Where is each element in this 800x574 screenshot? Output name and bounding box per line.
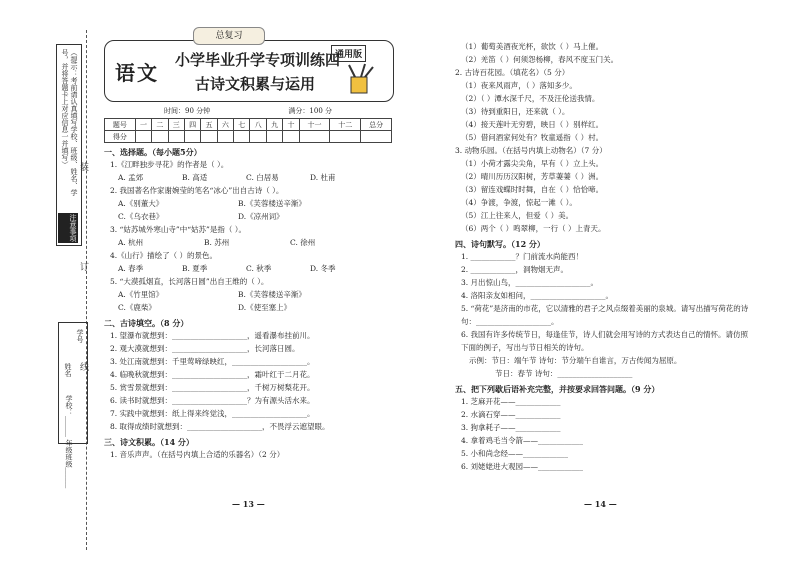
- score-header-cell: 八: [250, 119, 266, 131]
- option[interactable]: D.《使至塞上》: [238, 303, 292, 312]
- fill-line[interactable]: 4. 拿着鸡毛当令箭——____________: [461, 436, 584, 445]
- page-number-left: — 13 —: [232, 499, 265, 509]
- brush-pot-icon: [341, 63, 377, 95]
- question: 3. 动物乐园。（在括号内填上动物名）（7 分）: [455, 146, 607, 155]
- fill-line[interactable]: 6. 刘姥姥进大观园——____________: [461, 462, 584, 471]
- options: [104, 171, 392, 184]
- fill-line[interactable]: 3. 狗拿耗子——____________: [461, 423, 561, 432]
- fill-line[interactable]: 3. 处江南就想到：千里莺啼绿映红，____________________。: [110, 357, 315, 366]
- fill-line[interactable]: 1. 望瀑布就想到：____________________，遥看瀑布挂前川。: [110, 331, 315, 340]
- fill-line[interactable]: 5. 小和尚念经——____________: [461, 449, 569, 458]
- score-input-cell[interactable]: [266, 131, 282, 143]
- review-logo: 总复习: [193, 27, 265, 45]
- score-input-cell[interactable]: [330, 131, 361, 143]
- option[interactable]: C. 徐州: [290, 238, 316, 247]
- fill-line[interactable]: 4. 洛阳亲友如相问，____________________。: [461, 291, 614, 300]
- section-choice-title: 一、选择题。（每小题5分）: [104, 147, 202, 157]
- example-line: 示例：节日：端午节 诗句：节分端午自谁言，万古传闻为屈原。: [469, 356, 682, 365]
- option[interactable]: A. 杭州: [118, 238, 144, 247]
- score-header-cell: 四: [184, 119, 200, 131]
- score-header-cell: 五: [201, 119, 217, 131]
- score-input-cell[interactable]: [168, 131, 184, 143]
- score-input-cell[interactable]: [299, 131, 330, 143]
- score-input-cell[interactable]: [184, 131, 200, 143]
- page-number-right: — 14 —: [584, 499, 617, 509]
- fill-line[interactable]: 2. 水滴石穿——____________: [461, 410, 561, 419]
- option[interactable]: C. 白居易: [246, 173, 279, 182]
- notice-box: [56, 44, 82, 246]
- worksheet-header: [104, 31, 394, 102]
- score-input-cell[interactable]: [201, 131, 217, 143]
- left-column: [104, 31, 392, 461]
- options: [104, 210, 392, 223]
- binding-mark: 订: [80, 263, 90, 273]
- question: 4.《山行》描绘了（ ）的景色。: [110, 251, 218, 260]
- score-input-cell[interactable]: [135, 131, 151, 143]
- worksheet-subtitle: 古诗文积累与运用: [195, 75, 316, 93]
- fill-line[interactable]: 3. 月出惊山鸟，____________________。: [461, 278, 599, 287]
- fill-line[interactable]: 5. 赏雪景就想到：____________________，千树万树梨花开。: [110, 383, 315, 392]
- fill-line[interactable]: （5）借问酒家何处有？牧童遥指（ ）村。: [461, 133, 604, 142]
- score-header-cell: 七: [234, 119, 250, 131]
- score-header-cell: 题号: [105, 119, 136, 131]
- binding-strip: [0, 0, 100, 574]
- exam-meta: [104, 106, 392, 116]
- option[interactable]: C.《鹿柴》: [118, 303, 156, 312]
- score-input-cell[interactable]: [283, 131, 299, 143]
- option[interactable]: B.《芙蓉楼送辛渐》: [238, 199, 306, 208]
- score-header-cell: 九: [266, 119, 282, 131]
- options: [104, 262, 392, 275]
- option[interactable]: D. 杜甫: [310, 173, 336, 182]
- fill-line[interactable]: 1. ____________？门前流水尚能西！: [461, 252, 584, 261]
- fill-line[interactable]: （2）（ ）潭水深千尺，不及汪伦送我情。: [461, 94, 600, 103]
- score-input-cell[interactable]: [152, 131, 168, 143]
- fill-line[interactable]: 2. 观大漠就想到：____________________，长河落日圆。: [110, 344, 300, 353]
- score-header-cell: 总分: [361, 119, 392, 131]
- options: [104, 288, 392, 301]
- fill-line[interactable]: （1）葡萄美酒夜光杯，欲饮（ ）马上催。: [461, 42, 604, 51]
- options: [104, 236, 392, 249]
- edition-badge: 通用版: [331, 45, 366, 62]
- score-header-cell: 六: [217, 119, 233, 131]
- section-fill-title: 二、古诗填空。（8 分）: [104, 318, 189, 328]
- fill-line[interactable]: 7. 实践中就想到：纸上得来终觉浅，____________________。: [110, 409, 315, 418]
- fill-line[interactable]: （4）接天莲叶无穷碧，映日（ ）别样红。: [461, 120, 604, 129]
- score-input-cell[interactable]: [250, 131, 266, 143]
- options: [104, 197, 392, 210]
- options: [104, 301, 392, 314]
- question: 3. “姑苏城外寒山寺”中“姑苏”是指（ ）。: [110, 225, 247, 234]
- subject-title: 语文: [115, 61, 159, 85]
- fill-line[interactable]: （3）留连戏蝶时时舞，自在（ ）恰恰啼。: [461, 185, 604, 194]
- fill-line[interactable]: 5. “荷花”是济南的市花，它以清雅的君子之风点缀着美丽的泉城。请写出描写荷花的诗句：____________________。: [461, 304, 749, 326]
- option[interactable]: A.《竹里馆》: [118, 290, 164, 299]
- fill-line[interactable]: 8. 取得成绩时就想到：____________________，不畏浮云遮望眼。: [110, 422, 330, 431]
- right-column: [455, 40, 755, 473]
- question: 1. 音乐声声。（在括号内填上合适的乐器名）（2 分）: [110, 450, 285, 459]
- notice-text: （提示：考前请认真填写学校、班级、姓名、学号，并将答题卡上对应信息一并填写）: [61, 49, 78, 196]
- section-xiehouyu-title: 五、把下列歇后语补充完整，并按要求回答问题。（9 分）: [455, 384, 660, 394]
- option[interactable]: B. 夏季: [182, 264, 208, 273]
- fill-line[interactable]: 1. 芝麻开花——____________: [461, 397, 561, 406]
- option[interactable]: D.《凉州词》: [238, 212, 284, 221]
- exam-score: 满分：100 分: [288, 107, 332, 115]
- binding-mark: 线: [80, 363, 90, 373]
- notice-tag: 注意事项: [58, 213, 78, 243]
- fill-line[interactable]: （5）江上往来人，但爱（ ）美。: [461, 211, 574, 220]
- score-header-cell: 十二: [330, 119, 361, 131]
- fill-line[interactable]: （2）晴川历历汉阳树，芳草萋萋（ ）洲。: [461, 172, 604, 181]
- question: 2. 古诗百花园。（填花名）（5 分）: [455, 68, 570, 77]
- fill-line[interactable]: 2. ____________，洞物烟无声。: [461, 265, 569, 274]
- score-row-label: 得分: [105, 131, 136, 143]
- option[interactable]: A. 孟郊: [118, 173, 144, 182]
- score-input-cell[interactable]: [217, 131, 233, 143]
- question: 2. 我国著名作家谢婉莹的笔名“冰心”出自古诗（ ）。: [110, 186, 284, 195]
- fill-line[interactable]: （4）争渡，争渡，惊起一滩（ ）。: [461, 198, 577, 207]
- binding-line: [86, 30, 87, 550]
- score-input-cell[interactable]: [361, 131, 392, 143]
- option[interactable]: B. 高适: [182, 173, 208, 182]
- question: 5. “大漠孤烟直，长河落日圆”出自王维的（ ）。: [110, 277, 269, 286]
- section-accumulation-title: 三、诗文积累。（14 分）: [104, 437, 194, 447]
- fill-line[interactable]: 4. 临晚秋就想到：____________________，霜叶红于二月花。: [110, 370, 315, 379]
- fill-line[interactable]: （1）小荷才露尖尖角，早有（ ）立上头。: [461, 159, 604, 168]
- option[interactable]: A. 春季: [118, 264, 144, 273]
- score-header-cell: 一: [135, 119, 151, 131]
- fill-line[interactable]: 节日：春节 诗句：____________________: [495, 369, 633, 378]
- section-recite-title: 四、诗句默写。（12 分）: [455, 239, 545, 249]
- score-header-cell: 二: [152, 119, 168, 131]
- option[interactable]: C.《乌衣巷》: [118, 212, 164, 221]
- fill-line[interactable]: （2）羌笛（ ）何须怨杨柳，春风不度玉门关。: [461, 55, 619, 64]
- option[interactable]: B. 苏州: [204, 238, 230, 247]
- score-header-cell: 十一: [299, 119, 330, 131]
- score-table: [104, 118, 392, 143]
- worksheet-title: 小学毕业升学专项训练四: [175, 51, 341, 69]
- fill-line[interactable]: 6. 读书时就想到：____________________？为有源头活水来。: [110, 396, 315, 405]
- binding-mark: 装: [80, 163, 90, 173]
- student-number-label: 学号: [76, 329, 84, 343]
- option[interactable]: A.《别董大》: [118, 199, 164, 208]
- fill-line[interactable]: （6）两个（ ）鸣翠柳，一行（ ）上青天。: [461, 224, 606, 233]
- option[interactable]: B.《芙蓉楼送辛渐》: [238, 290, 306, 299]
- score-header-cell: 十: [283, 119, 299, 131]
- question: 1.《江畔独步寻花》的作者是（ ）。: [110, 160, 229, 169]
- score-header-cell: 三: [168, 119, 184, 131]
- fill-line[interactable]: （3）待到重阳日，还来就（ ）。: [461, 107, 570, 116]
- student-name-label: 姓名: [64, 363, 72, 377]
- exam-time: 时间：90 分钟: [164, 107, 211, 115]
- question: 6. 我国有许多传统节日，每逢佳节，诗人们就会用写诗的方式表达自己的情怀。请仿照下面的例子，写出与节日相关的诗句。: [461, 330, 749, 352]
- option[interactable]: D. 冬季: [310, 264, 336, 273]
- fill-line[interactable]: （1）夜来风雨声，（ ）落知多少。: [461, 81, 577, 90]
- school-class-field: 学校：______ 年级班级______: [65, 395, 73, 489]
- option[interactable]: C. 秋季: [246, 264, 272, 273]
- score-input-cell[interactable]: [234, 131, 250, 143]
